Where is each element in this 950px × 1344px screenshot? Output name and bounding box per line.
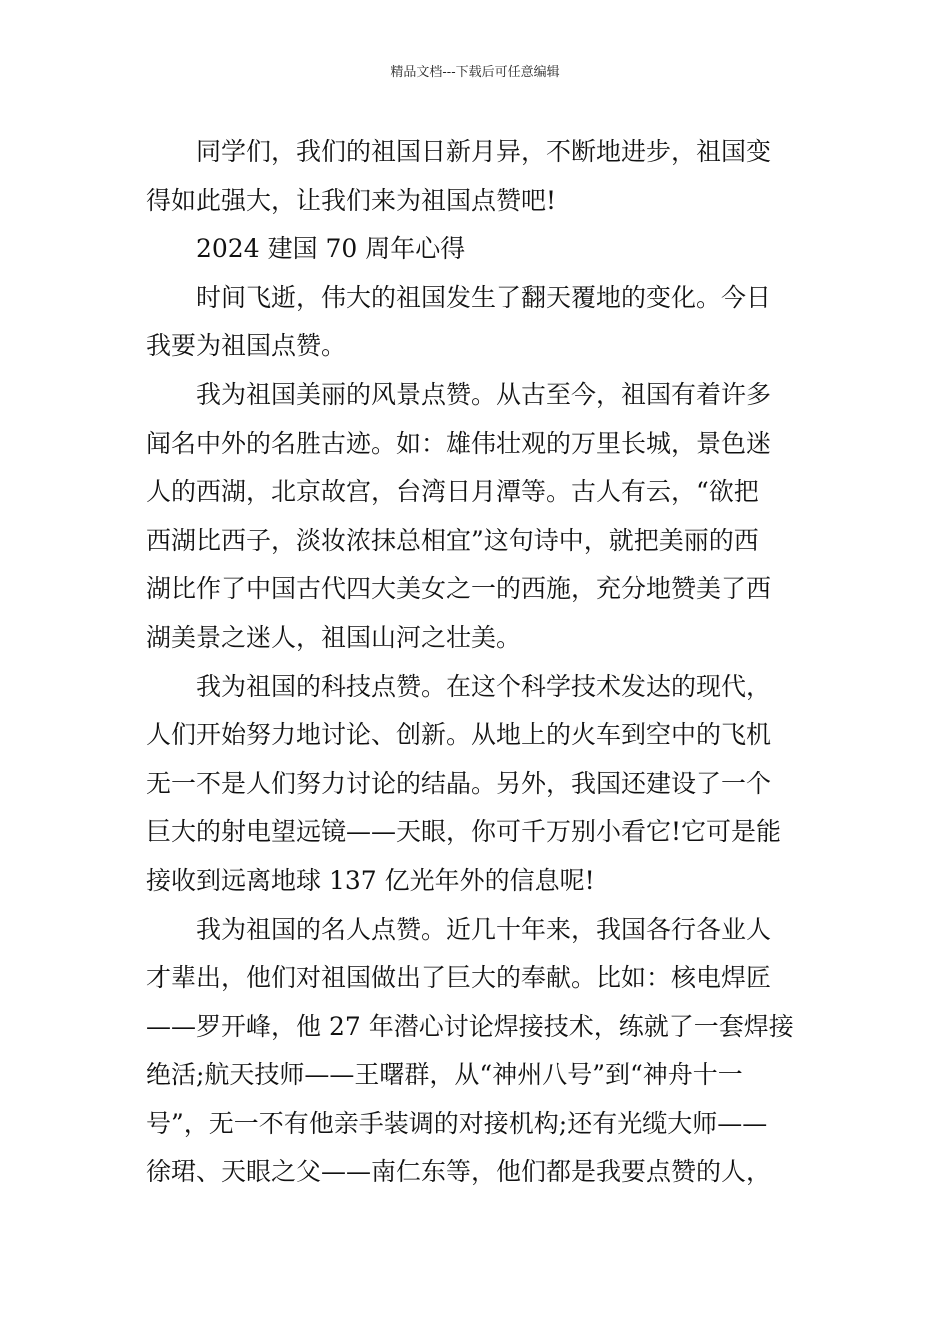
text-line: 湖比作了中国古代四大美女之一的西施，充分地赞美了西 (146, 574, 772, 604)
text-line: 才辈出，他们对祖国做出了巨大的奉献。比如：核电焊匠 (146, 963, 772, 993)
text-line: 我为祖国美丽的风景点赞。从古至今，祖国有着许多 (196, 379, 772, 409)
text-line: 同学们，我们的祖国日新月异，不断地进步，祖国变 (196, 137, 772, 166)
text-line: 人的西湖，北京故宫，台湾日月潭等。古人有云，“欲把 (146, 477, 759, 507)
text-line: 接收到远离地球 137 亿光年外的信息呢! (146, 865, 595, 895)
text-line: ——罗开峰，他 27 年潜心讨论焊接技术，练就了一套焊接 (146, 1011, 794, 1041)
text-line: 闻名中外的名胜古迹。如：雄伟壮观的万里长城，景色迷 (146, 428, 772, 458)
text-line: 西湖比西子，淡妆浓抹总相宜”这句诗中，就把美丽的西 (146, 525, 759, 555)
text-line: 湖美景之迷人，祖国山河之壮美。 (146, 622, 522, 652)
text-line: 我为祖国的科技点赞。在这个科学技术发达的现代， (196, 671, 772, 701)
text-line: 巨大的射电望远镜——天眼，你可千万别小看它!它可是能 (146, 817, 782, 847)
text-line: 2024 建国 70 周年心得 (196, 234, 466, 264)
body-text (146, 128, 810, 1197)
page-header: 精品文档---下载后可任意编辑 (390, 65, 560, 80)
text-line: 号”，无一不有他亲手装调的对接机构;还有光缆大师—— (146, 1108, 768, 1138)
text-line: 人们开始努力地讨论、创新。从地上的火车到空中的飞机 (146, 720, 772, 750)
text-line: 无一不是人们努力讨论的结晶。另外，我国还建设了一个 (146, 768, 772, 798)
text-line: 绝活;航天技师——王曙群，从“神州八号”到“神舟十一 (146, 1060, 743, 1090)
text-line: 徐珺、天眼之父——南仁东等，他们都是我要点赞的人， (146, 1157, 772, 1187)
text-line: 我为祖国的名人点赞。近几十年来，我国各行各业人 (196, 914, 772, 944)
text-line: 时间飞逝，伟大的祖国发生了翻天覆地的变化。今日 (196, 282, 772, 312)
text-line: 得如此强大，让我们来为祖国点赞吧! (146, 185, 557, 215)
text-line: 我要为祖国点赞。 (146, 331, 347, 361)
